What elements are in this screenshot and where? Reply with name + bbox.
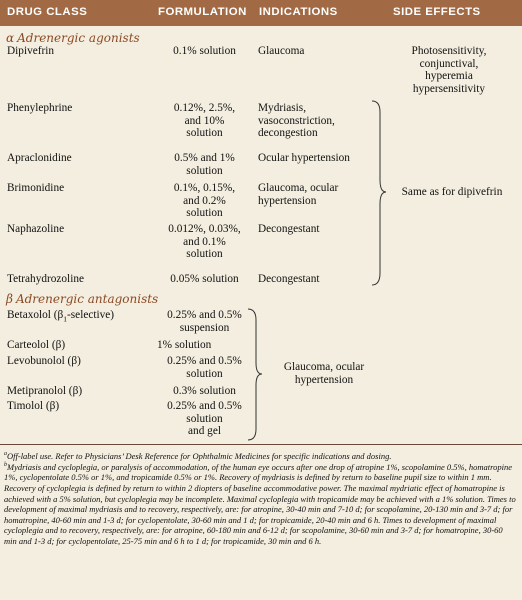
header-side-effects: SIDE EFFECTS (393, 6, 481, 18)
formulation: 0.25% and 0.5% suspension (167, 309, 242, 334)
footnote-b-marker: b (4, 462, 7, 468)
section-title-beta (6, 292, 158, 306)
header-formulation: FORMULATION (158, 6, 247, 18)
indication: Glaucoma, ocular hypertension (258, 182, 339, 207)
drug-name: Carteolol (β) (7, 339, 66, 351)
formulation: 0.25% and 0.5% solution (167, 355, 242, 380)
drug-name: Dipivefrin (7, 45, 55, 57)
table-header (0, 0, 522, 26)
formulation: 0.25% and 0.5% solution and gel (167, 400, 242, 438)
beta-shared-indication: Glaucoma, ocular hypertension (283, 361, 365, 386)
drug-name: Timolol (β) (7, 400, 60, 412)
formulation: 0.05% solution (170, 273, 239, 285)
formulation: 0.3% solution (173, 385, 236, 397)
drug-name: Naphazoline (7, 223, 65, 235)
formulation: 0.1%, 0.15%, and 0.2% solution (173, 182, 236, 220)
indication: Glaucoma (258, 45, 305, 57)
formulation: 0.12%, 2.5%, and 10% solution (173, 102, 236, 140)
alpha-brace (368, 100, 388, 286)
drug-name-main: Betaxolol (β (7, 309, 64, 321)
indication: Mydriasis, vasoconstriction, decongestion (258, 102, 335, 140)
indication: Ocular hypertension (258, 152, 350, 164)
footnote-divider (0, 444, 522, 445)
drug-name: Metipranolol (β) (7, 385, 83, 397)
header-indications: INDICATIONS (259, 6, 338, 18)
footnote-b-text: Mydriasis and cycloplegia, or paralysis of accommodation, of the human eye occurs after one drop of atropine 1%, scopolamine 0.5%, homatropine 1%, cyclopentolate 0.5% or 1%, and tropicamide 0.5% or 1%. Recovery of mydriasis is defined by return to baseline pupil size to within 1 mm. Recovery of cycloplegia is defined by return to within 2 diopters of baseline accommodative power. The maximal mydriatic effect of homatropine is achieved with a 5% solution, but cycloplegia may be incomplete. Maximal cycloplegia with tropicamide may be achieved with a 1% solution. Times to development of maximal mydriasis and to recovery, respectively, are: for atropine, 30-40 min and 7-10 d; for scopolamine, 20-130 min and 3-7 d; for homatropine, 40-60 min and 1-3 d; for cyclopentolate, 30-60 min and 1 d; for tropicamide, 20-40 min and 6 h. Times to development of maximal cycloplegia and to recovery, respectively, are: for atropine, 60-180 min and 6-12 d; for scopolamine, 30-60 min and 3-7 d; for homatropine, 30-60 min and 1-3 d; for cyclopentolate, 25-75 min and 6 h to 1 d; for tropicamide, 30 min and 6 h. (4, 461, 516, 546)
drug-name: Brimonidine (7, 182, 65, 194)
footnote-a-text: Off-label use. Refer to Physicians’ Desk Reference for Ophthalmic Medicines for specific indications and dosing. (7, 450, 392, 461)
formulation: 1% solution (157, 339, 212, 351)
drug-name: Tetrahydrozoline (7, 273, 84, 285)
header-drug-class: DRUG CLASS (7, 6, 88, 18)
formulation: 0.012%, 0.03%, and 0.1% solution (168, 223, 241, 261)
drug-name-tail: -selective) (67, 309, 115, 321)
drug-name: Apraclonidine (7, 152, 72, 164)
side-effects: Photosensitivity, conjunctival, hyperemia hypersensitivity (411, 45, 487, 96)
drug-name: Phenylephrine (7, 102, 73, 114)
section-title-alpha (6, 31, 140, 45)
alpha-symbol: α (6, 31, 15, 45)
indication: Decongestant (258, 273, 320, 285)
alpha-shared-side-effects: Same as for dipivefrin (401, 186, 503, 198)
indication: Decongestant (258, 223, 320, 235)
drug-name-sub: 1 (63, 314, 68, 324)
footnote-b (4, 460, 516, 547)
formulation: 0.5% and 1% solution (174, 152, 235, 177)
alpha-title: Adrenergic agonists (17, 31, 140, 45)
beta-brace (244, 308, 264, 442)
beta-title: Adrenergic antagonists (15, 292, 159, 306)
beta-symbol: β (6, 292, 13, 306)
drug-name (7, 309, 152, 326)
drug-name: Levobunolol (β) (7, 355, 81, 367)
formulation: 0.1% solution (173, 45, 236, 57)
footnote-a-marker: a (4, 451, 7, 457)
